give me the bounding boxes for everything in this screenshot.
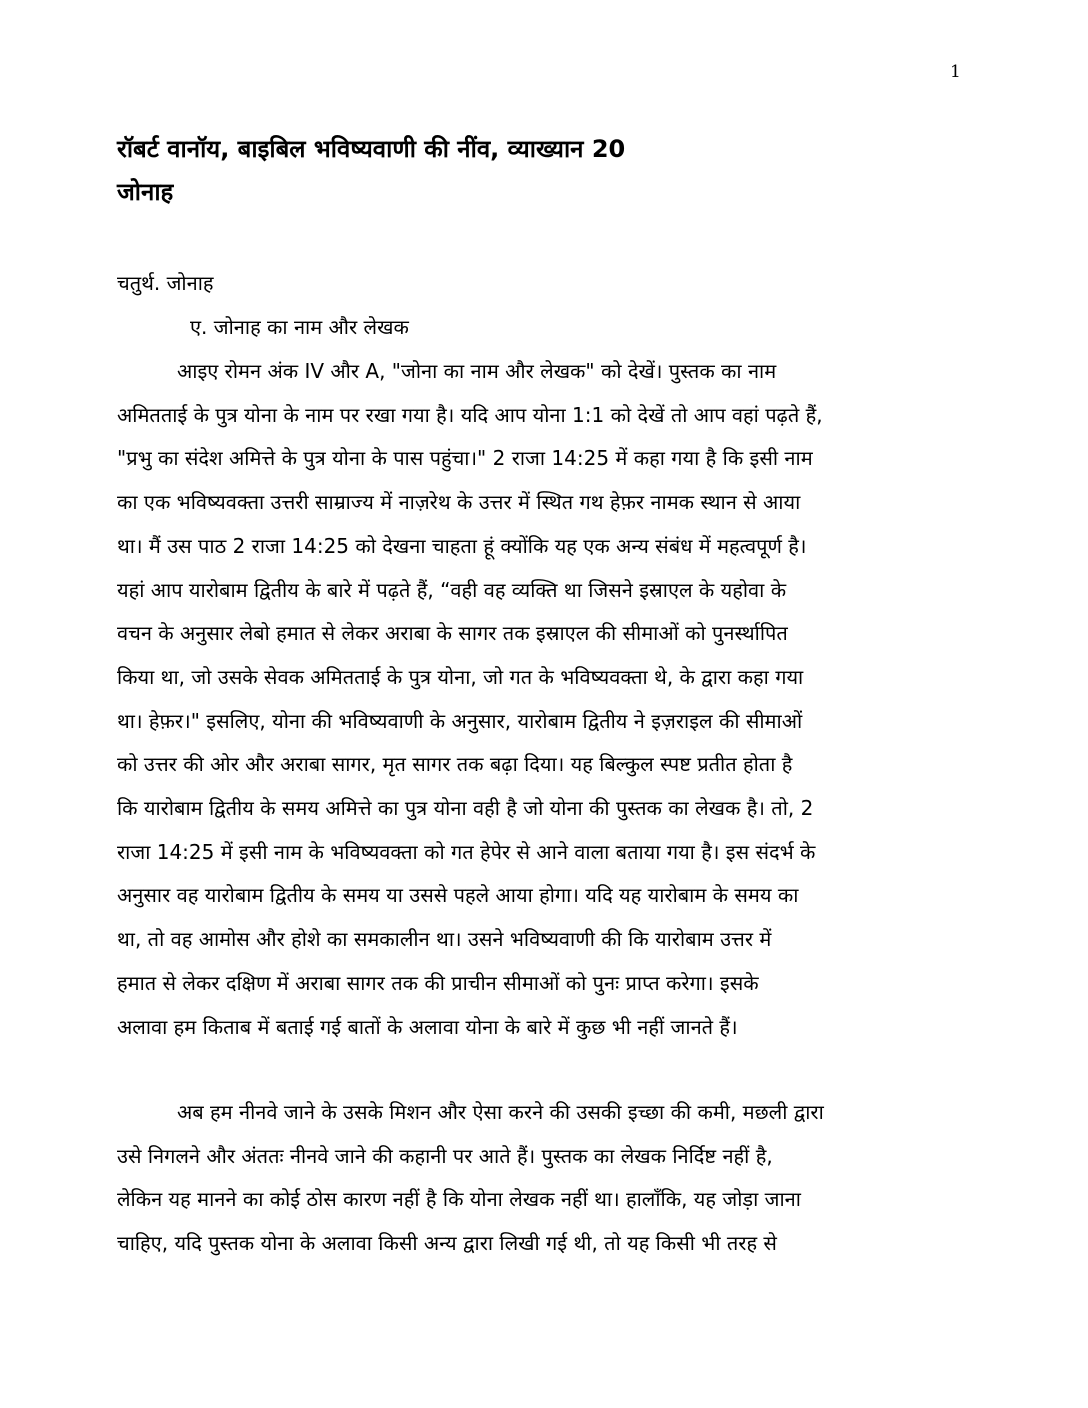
document-title [117, 128, 997, 214]
paragraph-line: को उत्तर की ओर और अराबा सागर, मृत सागर तक बढ़ा दिया। यह बिल्कुल स्पष्ट प्रतीत होता है [117, 752, 793, 777]
paragraph-line: कि यारोबाम द्वितीय के समय अमित्ते का पुत्र योना वही है जो योना की पुस्तक का लेखक है। तो, 2 [117, 796, 814, 821]
paragraph-1 [117, 350, 977, 1049]
section-heading: चतुर्थ. जोनाह [117, 271, 214, 295]
paragraph-line: आइए रोमन अंक IV और A, "जोना का नाम और लेखक" को देखें। पुस्तक का नाम [177, 359, 777, 383]
paragraph-line: हमात से लेकर दक्षिण में अराबा सागर तक की प्राचीन सीमाओं को पुनः प्राप्त करेगा। इसके [117, 970, 759, 995]
page-number: 1 [950, 62, 961, 82]
sub-heading: ए. जोनाह का नाम और लेखक [190, 315, 409, 339]
paragraph-line: अनुसार वह यारोबाम द्वितीय के समय या उससे पहले आया होगा। यदि यह यारोबाम के समय का [117, 883, 799, 908]
paragraph-line: चाहिए, यदि पुस्तक योना के अलावा किसी अन्य द्वारा लिखी गई थी, तो यह किसी भी तरह से [117, 1231, 777, 1256]
paragraph-line: था। मैं उस पाठ 2 राजा 14:25 को देखना चाहता हूं क्योंकि यह एक अन्य संबंध में महत्वपूर्ण है। [117, 533, 807, 558]
paragraph-line: वचन के अनुसार लेबो हमात से लेकर अराबा के सागर तक इस्राएल की सीमाओं को पुनर्स्थापित [117, 621, 788, 646]
paragraph-line: "प्रभु का संदेश अमित्ते के पुत्र योना के पास पहुंचा।" 2 राजा 14:25 में कहा गया है कि इसी नाम [117, 446, 813, 471]
title-line-2: जोनाह [117, 178, 174, 206]
paragraph-line: लेकिन यह मानने का कोई ठोस कारण नहीं है कि योना लेखक नहीं था। हालाँकि, यह जोड़ा जाना [117, 1187, 801, 1212]
paragraph-line: उसे निगलने और अंततः नीनवे जाने की कहानी पर आते हैं। पुस्तक का लेखक निर्दिष्ट नहीं है, [117, 1143, 773, 1168]
paragraph-line: अमितताई के पुत्र योना के नाम पर रखा गया है। यदि आप योना 1:1 को देखें तो आप वहां पढ़ते हैं, [117, 402, 823, 427]
paragraph-line: अलावा हम किताब में बताई गई बातों के अलावा योना के बारे में कुछ भी नहीं जानते हैं। [117, 1014, 738, 1039]
paragraph-line: किया था, जो उसके सेवक अमितताई के पुत्र योना, जो गत के भविष्यवक्ता थे, के द्वारा कहा गया [117, 664, 804, 689]
paragraph-line: का एक भविष्यवक्ता उत्तरी साम्राज्य में नाज़रेथ के उत्तर में स्थित गथ हेफ़र नामक स्थान से आया [117, 490, 801, 515]
title-line-1: रॉबर्ट वानॉय, बाइबिल भविष्यवाणी की नींव, व्याख्यान 20 [117, 135, 626, 163]
paragraph-line: यहां आप यारोबाम द्वितीय के बारे में पढ़ते हैं, “वही वह व्यक्ति था जिसने इस्राएल के यहोवा के [117, 577, 787, 602]
paragraph-line: था, तो वह आमोस और होशे का समकालीन था। उसने भविष्यवाणी की कि यारोबाम उत्तर में [117, 927, 772, 952]
paragraph-line: अब हम नीनवे जाने के उसके मिशन और ऐसा करने की उसकी इच्छा की कमी, मछली द्वारा [177, 1100, 824, 1124]
paragraph-line: था। हेफ़र।" इसलिए, योना की भविष्यवाणी के अनुसार, यारोबाम द्वितीय ने इज़राइल की सीमाओं [117, 708, 803, 733]
paragraph-2 [117, 1091, 977, 1266]
paragraph-line: राजा 14:25 में इसी नाम के भविष्यवक्ता को गत हेपेर से आने वाला बताया गया है। इस संदर्भ के [117, 839, 816, 864]
